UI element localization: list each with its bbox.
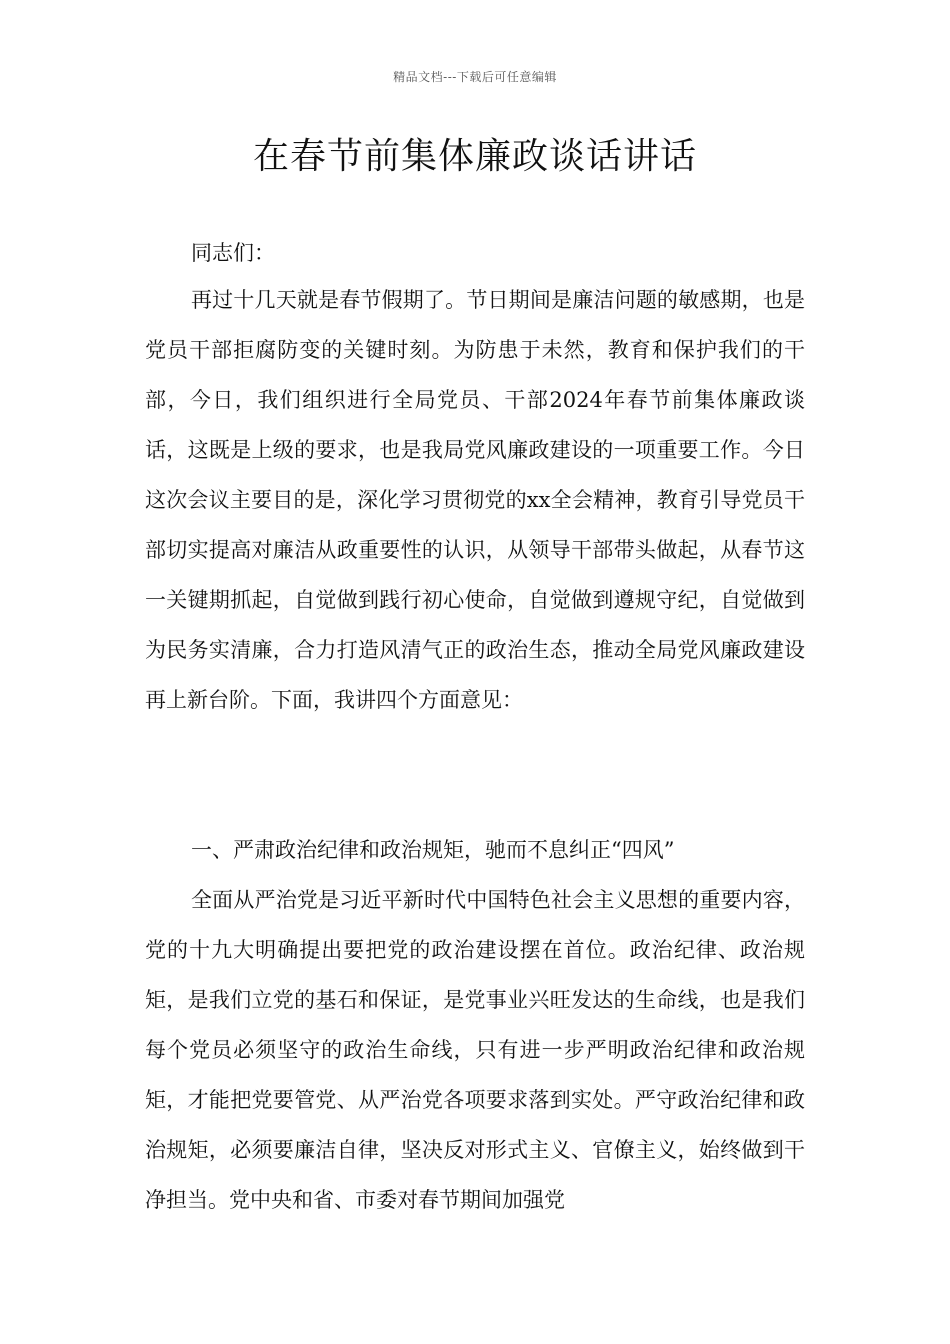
salutation: 同志们： — [191, 241, 275, 265]
section-heading-1: 一、严肃政治纪律和政治规矩，驰而不息纠正“四风” — [191, 838, 675, 862]
header-note: 精品文档---下载后可任意编辑 — [393, 70, 557, 84]
section-1-paragraph: 全面从严治党是习近平新时代中国特色社会主义思想的重要内容，党的十九大明确提出要把党的政治建设摆在首位。政治纪律、政治规矩，是我们立党的基石和保证，是党事业兴旺发达的生命线，也是我们每个党员必须坚守的政治生命线，只有进一步严明政治纪律和政治规矩，才能把党要管党、从严治党各项要求落到实处。严守政治纪律和政治规矩，必须要廉洁自律，坚决反对形式主义、官僚主义，始终做到干净担当。党中央和省、市委对春节期间加强党 — [145, 888, 805, 1212]
document-title: 在春节前集体廉政谈话讲话 — [252, 136, 697, 177]
intro-paragraph: 再过十几天就是春节假期了。节日期间是廉洁问题的敏感期，也是党员干部拒腐防变的关键时刻。为防患于未然，教育和保护我们的干部，今日，我们组织进行全局党员、干部2024年春节前集体廉政谈话，这既是上级的要求，也是我局党风廉政建设的一项重要工作。今日这次会议主要目的是，深化学习贯彻党的xx全会精神，教育引导党员干部切实提高对廉洁从政重要性的认识，从领导干部带头做起，从春节这一关键期抓起，自觉做到践行初心使命，自觉做到遵规守纪，自觉做到为民务实清廉，合力打造风清气正的政治生态，推动全局党风廉政建设再上新台阶。下面，我讲四个方面意见： — [145, 288, 805, 712]
